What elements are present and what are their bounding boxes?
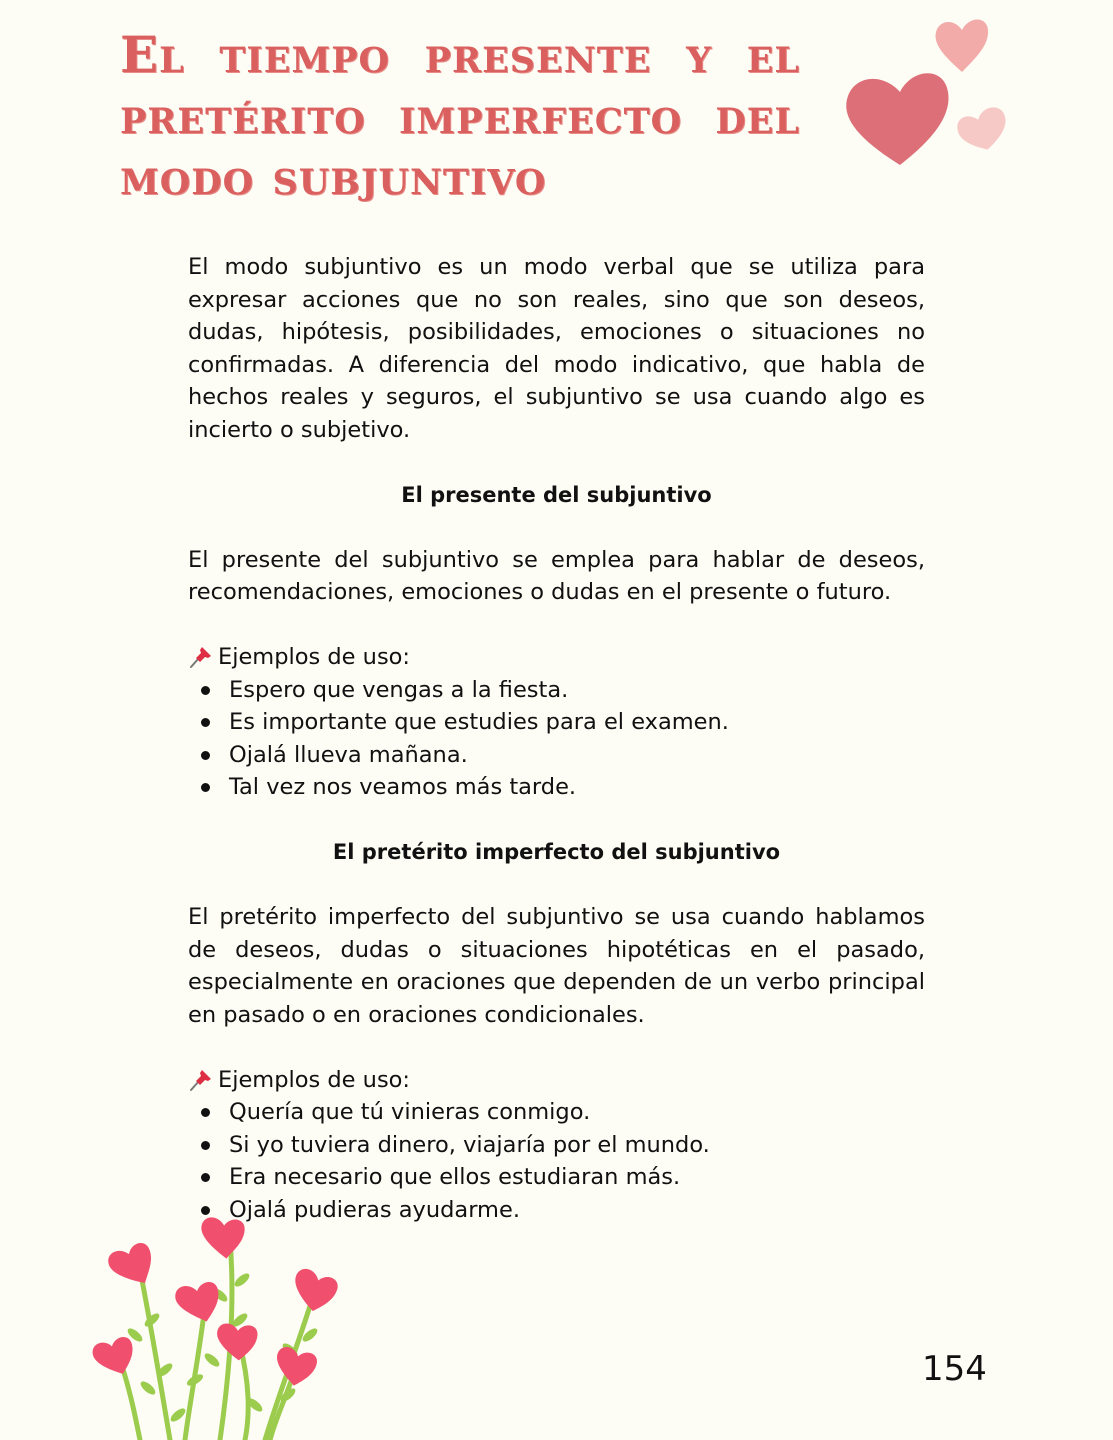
bullet-icon: [201, 718, 210, 727]
heart-top-icon: [936, 20, 989, 73]
list-item-text: Ojalá llueva mañana.: [229, 741, 468, 768]
main-content: [188, 251, 925, 1226]
bullet-icon: [201, 1173, 210, 1182]
flower-heart-icon: [286, 1264, 341, 1317]
flower-heart-icon: [174, 1281, 221, 1324]
heart-small-icon: [955, 105, 1011, 155]
section-heading-presente: El presente del subjuntivo: [401, 482, 712, 507]
list-item: [188, 706, 925, 739]
page-number: 154: [922, 1349, 987, 1389]
flower-heart-icon: [197, 1214, 247, 1261]
examples-label-imperfecto: [188, 1064, 925, 1097]
list-item: [188, 674, 925, 707]
list-item-text: Si yo tuviera dinero, viajaría por el mundo.: [229, 1131, 710, 1158]
list-item: [188, 739, 925, 772]
intro-paragraph: El modo subjuntivo es un modo verbal que se utiliza para expresar acciones que no son reales, sino que son deseos, dudas, hipótesis, posibilidades, emociones o situaciones no confirmadas. A diferencia del modo indicativo, que habla de hechos reales y seguros, el subjuntivo se usa cuando algo es incierto o subjetivo.: [188, 254, 925, 443]
bullet-icon: [201, 751, 210, 760]
pushpin-icon: [188, 644, 214, 670]
bullet-icon: [201, 686, 210, 695]
list-item-text: Era necesario que ellos estudiaran más.: [229, 1164, 681, 1190]
list-item: [188, 1096, 925, 1129]
bullet-icon: [201, 1108, 210, 1117]
hearts-decoration: [840, 10, 1030, 180]
list-item: [188, 1129, 925, 1162]
flower-heart-icon: [91, 1336, 137, 1379]
list-item-text: Es importante que estudies para el examen.: [229, 709, 729, 735]
examples-label-text: Ejemplos de uso:: [218, 644, 411, 670]
list-item-text: Espero que vengas a la fiesta.: [229, 676, 569, 703]
section-body-imperfecto: El pretérito imperfecto del subjuntivo se usa cuando hablamos de deseos, dudas o situaciones hipotéticas en el pasado, especialmente en oraciones que dependen de un verbo principal en pasado o en oraciones condicionales.: [188, 904, 925, 1028]
flower-heart-icon: [105, 1241, 157, 1291]
bullet-icon: [201, 783, 210, 792]
examples-list-imperfecto: [188, 1096, 925, 1226]
list-item-text: Quería que tú vinieras conmigo.: [229, 1099, 591, 1125]
section-body-presente: El presente del subjuntivo se emplea para hablar de deseos, recomendaciones, emociones o dudas en el presente o futuro.: [188, 546, 925, 605]
flowers-decoration: [90, 1210, 370, 1440]
examples-label-presente: [188, 641, 925, 674]
list-item-text: Ojalá pudieras ayudarme.: [229, 1196, 520, 1223]
list-item-text: Tal vez nos veamos más tarde.: [229, 774, 577, 800]
heart-large-icon: [846, 73, 948, 165]
examples-list-presente: [188, 674, 925, 804]
list-item: [188, 1161, 925, 1194]
list-item: [188, 771, 925, 804]
pushpin-icon: [188, 1067, 214, 1093]
page-title: El tiempo presente y el pretérito imperfecto del modo subjuntivo: [120, 25, 800, 206]
section-heading-imperfecto: El pretérito imperfecto del subjuntivo: [332, 840, 781, 864]
bullet-icon: [201, 1141, 210, 1150]
examples-label-text: Ejemplos de uso:: [218, 1066, 411, 1093]
